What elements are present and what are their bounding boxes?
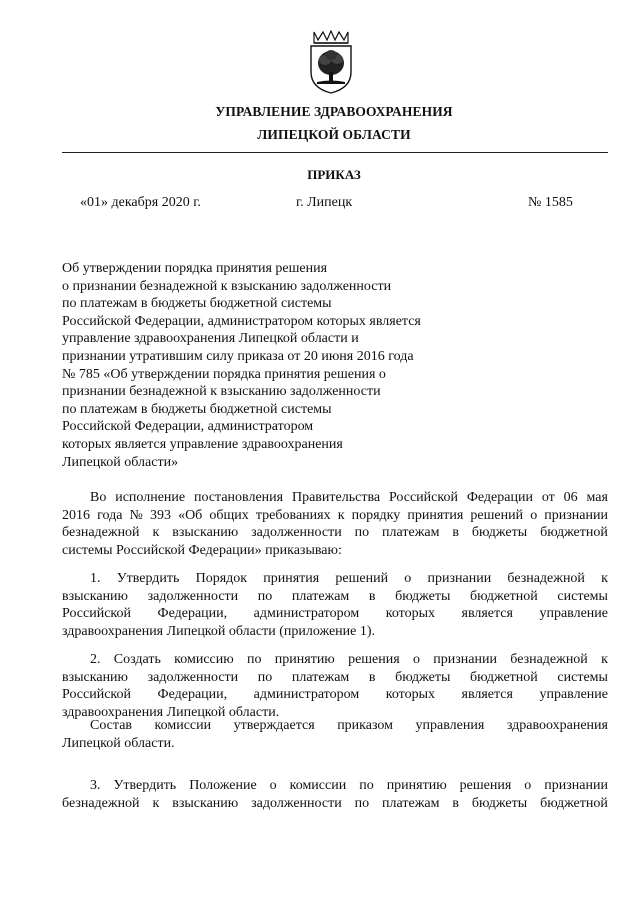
- paragraph-line: Липецкой области.: [62, 735, 175, 751]
- item-1-paragraph: [62, 570, 608, 640]
- subject-line: по платежам в бюджеты бюджетной системы: [62, 401, 332, 417]
- paragraph-line: 2016 года № 393 «Об общих требованиях к порядку принятия решений о признании: [62, 507, 608, 523]
- preamble-paragraph: [62, 489, 608, 559]
- subject-line: № 785 «Об утверждении порядка принятия решения о: [62, 366, 386, 382]
- paragraph-line: безнадежной к взысканию задолженности по платежам в бюджеты бюджетной: [62, 795, 608, 811]
- subject-line: которых является управление здравоохранения: [62, 436, 343, 452]
- paragraph-line: взысканию задолженности по платежам в бюджеты бюджетной системы: [62, 588, 608, 604]
- subject-line: признании утратившим силу приказа от 20 июня 2016 года: [62, 348, 414, 364]
- order-date: «01» декабря 2020 г.: [80, 195, 201, 210]
- subject-line: признании безнадежной к взысканию задолженности: [62, 384, 381, 400]
- paragraph-line: Российской Федерации, администратором которых является управление: [62, 687, 608, 703]
- paragraph-line: здравоохранения Липецкой области.: [62, 704, 280, 720]
- item-2-paragraph: [62, 651, 608, 721]
- paragraph-line: Во исполнение постановления Правительства Российской Федерации от 06 мая: [90, 490, 608, 505]
- paragraph-line: взысканию задолженности по платежам в бюджеты бюджетной системы: [62, 669, 608, 685]
- paragraph-line: системы Российской Федерации» приказываю:: [62, 542, 342, 558]
- subject-line: управление здравоохранения Липецкой области и: [62, 331, 359, 347]
- paragraph-line: Российской Федерации, администратором которых является управление: [62, 606, 608, 622]
- subject-line: о признании безнадежной к взысканию задолженности: [62, 278, 392, 294]
- paragraph-line: безнадежной к взысканию задолженности по платежам в бюджеты бюджетной: [62, 525, 608, 541]
- coat-of-arms-icon: [304, 30, 358, 94]
- commission-composition-paragraph: [62, 717, 608, 752]
- subject-line: Липецкой области»: [62, 454, 179, 470]
- document-type: ПРИКАЗ: [307, 167, 361, 182]
- item-3-paragraph: [62, 777, 608, 812]
- paragraph-line: 3. Утвердить Положение о комиссии по принятию решения о признании: [90, 778, 608, 793]
- header-divider: [62, 152, 608, 153]
- paragraph-line: здравоохранения Липецкой области (приложение 1).: [62, 623, 376, 639]
- subject-line: Российской Федерации, администратором: [62, 419, 314, 435]
- order-subject: [62, 260, 502, 471]
- paragraph-line: 2. Создать комиссию по принятию решения о признании безнадежной к: [90, 652, 608, 667]
- subject-line: Об утверждении порядка принятия решения: [62, 261, 328, 276]
- paragraph-line: 1. Утвердить Порядок принятия решений о признании безнадежной к: [90, 571, 608, 586]
- subject-line: Российской Федерации, администратором которых является: [62, 313, 421, 329]
- organization-name-line1: УПРАВЛЕНИЕ ЗДРАВООХРАНЕНИЯ: [215, 104, 453, 119]
- order-city: г. Липецк: [296, 195, 353, 210]
- paragraph-line: Состав комиссии утверждается приказом управления здравоохранения: [90, 718, 608, 733]
- order-number: № 1585: [528, 195, 573, 210]
- organization-name-line2: ЛИПЕЦКОЙ ОБЛАСТИ: [257, 127, 411, 142]
- subject-line: по платежам в бюджеты бюджетной системы: [62, 296, 332, 312]
